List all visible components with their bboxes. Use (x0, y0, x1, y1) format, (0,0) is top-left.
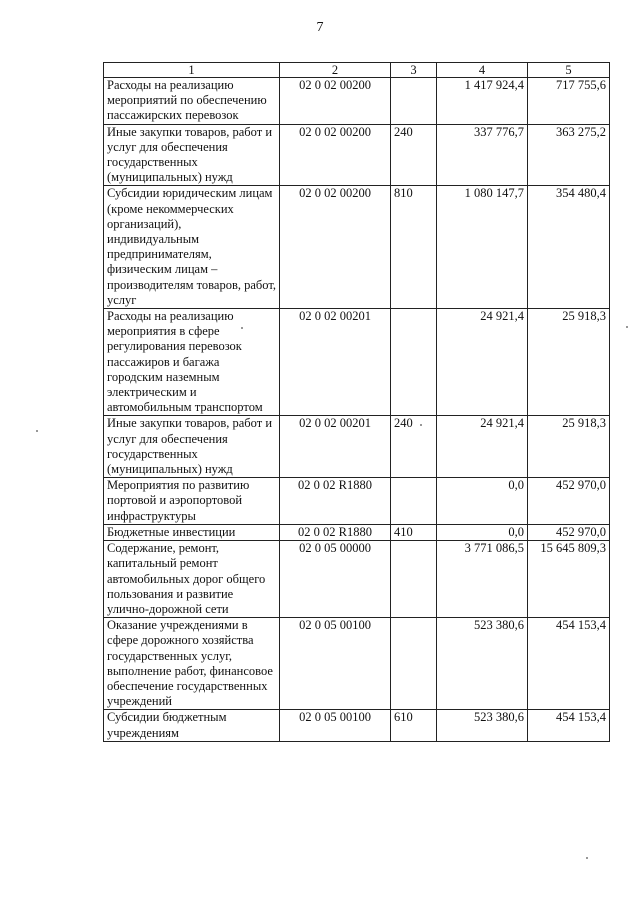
row-code: 02 0 05 00100 (280, 710, 391, 741)
table-row (104, 186, 610, 309)
scan-speck (586, 857, 588, 859)
column-header-5: 5 (528, 63, 610, 78)
column-header-1: 1 (104, 63, 280, 78)
row-code: 02 0 02 00200 (280, 78, 391, 125)
row-code: 02 0 02 00200 (280, 186, 391, 309)
row-expense-type: 610 (391, 710, 437, 741)
row-name: Содержание, ремонт, капитальный ремонт автомобильных дорог общего пользования и развитие улично-дорожной сети (104, 541, 280, 618)
row-value-col4: 1 080 147,7 (437, 186, 528, 309)
row-value-col4: 24 921,4 (437, 309, 528, 416)
row-value-col5: 452 970,0 (528, 478, 610, 525)
row-code: 02 0 02 R1880 (280, 524, 391, 540)
row-expense-type: 240 (391, 124, 437, 186)
row-expense-type (391, 78, 437, 125)
row-value-col5: 25 918,3 (528, 416, 610, 478)
table-row (104, 618, 610, 710)
row-value-col4: 523 380,6 (437, 710, 528, 741)
page-number: 7 (316, 20, 324, 35)
table-row (104, 309, 610, 416)
table-row (104, 124, 610, 186)
row-value-col4: 0,0 (437, 524, 528, 540)
table-row (104, 478, 610, 525)
row-code: 02 0 05 00100 (280, 618, 391, 710)
row-value-col4: 523 380,6 (437, 618, 528, 710)
budget-table (103, 62, 610, 742)
row-value-col4: 0,0 (437, 478, 528, 525)
row-name: Мероприятия по развитию портовой и аэропортовой инфраструктуры (104, 478, 280, 525)
column-header-4: 4 (437, 63, 528, 78)
row-value-col4: 1 417 924,4 (437, 78, 528, 125)
row-name: Иные закупки товаров, работ и услуг для обеспечения государственных (муниципальных) нужд (104, 124, 280, 186)
row-code: 02 0 05 00000 (280, 541, 391, 618)
table-body (104, 78, 610, 742)
row-expense-type (391, 309, 437, 416)
row-value-col5: 354 480,4 (528, 186, 610, 309)
row-value-col5: 454 153,4 (528, 618, 610, 710)
row-value-col4: 24 921,4 (437, 416, 528, 478)
row-expense-type (391, 618, 437, 710)
row-name: Субсидии юридическим лицам (кроме некоммерческих организаций), индивидуальным предпринимателям, физическим лицам – производителям товаров, работ, услуг (104, 186, 280, 309)
column-header-2: 2 (280, 63, 391, 78)
row-expense-type: 810 (391, 186, 437, 309)
row-code: 02 0 02 00200 (280, 124, 391, 186)
row-name: Бюджетные инвестиции (104, 524, 280, 540)
row-value-col5: 717 755,6 (528, 78, 610, 125)
table-row (104, 416, 610, 478)
row-expense-type (391, 478, 437, 525)
row-name: Субсидии бюджетным учреждениям (104, 710, 280, 741)
header-row (104, 63, 610, 78)
row-value-col5: 363 275,2 (528, 124, 610, 186)
row-code: 02 0 02 00201 (280, 309, 391, 416)
row-expense-type: 240 (391, 416, 437, 478)
scan-speck (241, 327, 243, 329)
row-code: 02 0 02 00201 (280, 416, 391, 478)
table-row (104, 78, 610, 125)
row-name: Расходы на реализацию мероприятий по обеспечению пассажирских перевозок (104, 78, 280, 125)
row-value-col5: 452 970,0 (528, 524, 610, 540)
row-value-col5: 454 153,4 (528, 710, 610, 741)
table-row (104, 524, 610, 540)
row-expense-type: 410 (391, 524, 437, 540)
row-value-col4: 3 771 086,5 (437, 541, 528, 618)
column-header-3: 3 (391, 63, 437, 78)
table-row (104, 541, 610, 618)
table-header (104, 63, 610, 78)
row-name: Иные закупки товаров, работ и услуг для обеспечения государственных (муниципальных) нужд (104, 416, 280, 478)
row-name: Оказание учреждениями в сфере дорожного хозяйства государственных услуг, выполнение работ, финансовое обеспечение государственных учреждений (104, 618, 280, 710)
row-expense-type (391, 541, 437, 618)
row-value-col4: 337 776,7 (437, 124, 528, 186)
row-value-col5: 25 918,3 (528, 309, 610, 416)
scan-speck (36, 430, 38, 432)
row-name: Расходы на реализацию мероприятия в сфере регулирования перевозок пассажиров и багажа городским наземным электрическим и автомобильным транспортом (104, 309, 280, 416)
row-value-col5: 15 645 809,3 (528, 541, 610, 618)
table-row (104, 710, 610, 741)
scan-speck (626, 326, 628, 328)
row-code: 02 0 02 R1880 (280, 478, 391, 525)
scan-speck (420, 424, 422, 426)
